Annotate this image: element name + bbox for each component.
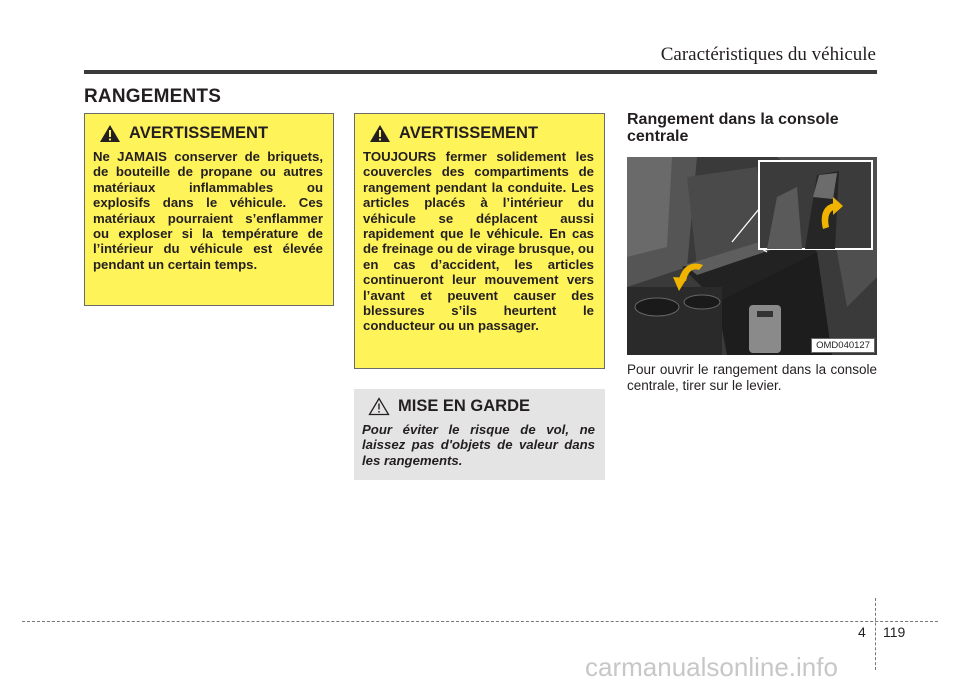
warning-text: TOUJOURS fermer solidement les couvercles des compartiments de rangement pendant la conduite. Les articles placés à l’intérieur du véhicule se déplacent aussi rapidement que le véhicule. En cas de freinage ou de virage brusque, ou en cas d’accident, les articles continueront leur mouvement vers l’avant et peuvent causer des blessures s’ils heurtent le conducteur ou un passager. <box>363 149 594 334</box>
section-heading: RANGEMENTS <box>84 86 222 107</box>
image-reference-label: OMD040127 <box>811 338 875 353</box>
caution-title: MISE EN GARDE <box>398 397 531 415</box>
warning-text: Ne JAMAIS conserver de briquets, de bouteille de propane ou autres matériaux inflammables ou explosifs dans le véhicule. Ces matériaux pourraient s’enflammer ou exploser si la température de l’intérieur du véhicule est élevée pendant un certain temps. <box>93 149 323 272</box>
header-rule <box>84 70 877 74</box>
footer-rule <box>22 621 938 622</box>
warning-box-lighters <box>84 113 334 306</box>
caution-triangle-icon <box>368 397 390 416</box>
console-storage-image <box>627 157 877 355</box>
warning-header <box>99 124 323 143</box>
warning-title: AVERTISSEMENT <box>129 124 269 142</box>
console-instructions: Pour ouvrir le rangement dans la console centrale, tirer sur le levier. <box>627 362 877 393</box>
chapter-title: Caractéristiques du véhicule <box>660 44 876 65</box>
console-illustration <box>627 157 877 355</box>
footer-divider <box>875 598 876 670</box>
chapter-number: 4 <box>858 624 866 640</box>
console-heading: Rangement dans la console centrale <box>627 111 839 145</box>
watermark: carmanualsonline.info <box>585 652 838 682</box>
warning-header <box>369 124 594 143</box>
warning-triangle-icon <box>99 124 121 143</box>
warning-box-covers <box>354 113 605 369</box>
caution-box <box>354 389 605 480</box>
page-number: 119 <box>883 624 906 640</box>
warning-title: AVERTISSEMENT <box>399 124 539 142</box>
caution-header <box>368 397 595 416</box>
caution-text: Pour éviter le risque de vol, ne laissez pas d'objets de valeur dans les rangements. <box>362 422 595 468</box>
warning-triangle-icon <box>369 124 391 143</box>
